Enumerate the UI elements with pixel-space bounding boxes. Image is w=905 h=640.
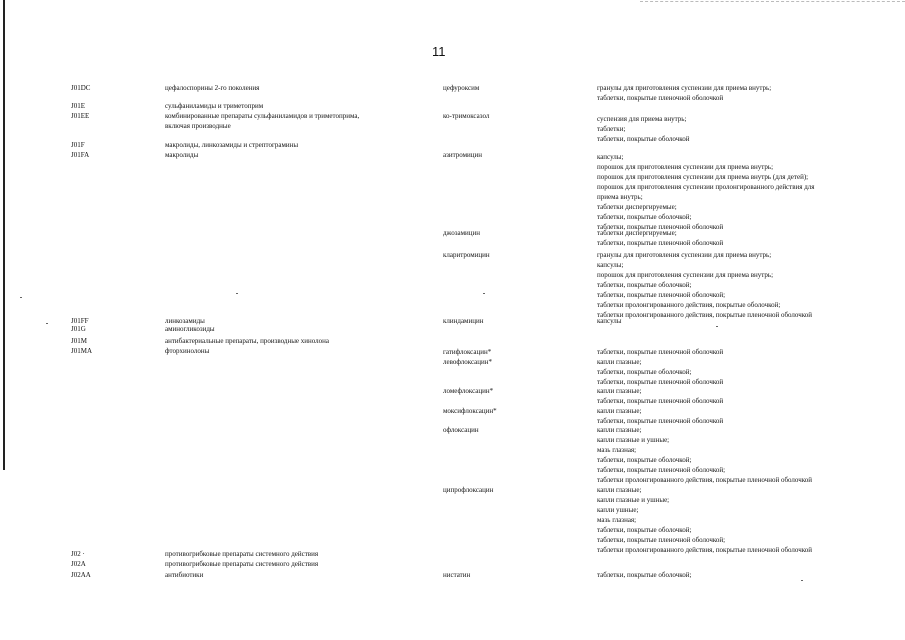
- scan-speck: [483, 293, 485, 294]
- dosage-form-item: таблетки, покрытые пленочной оболочкой: [597, 348, 724, 356]
- dosage-form-item: мазь глазная;: [597, 516, 637, 524]
- drug-name: клиндамицин: [443, 317, 484, 325]
- dosage-form-item: таблетки, покрытые пленочной оболочкой: [597, 223, 724, 231]
- atc-code: J01MA: [71, 347, 93, 355]
- dosage-forms: [597, 114, 872, 144]
- scan-speck: [801, 580, 803, 581]
- atc-code: J02A: [71, 560, 86, 568]
- group-line: включая производные: [165, 122, 231, 130]
- group-line: комбинированные препараты сульфаниламидов и триметоприма,: [165, 112, 360, 120]
- dosage-forms: [597, 83, 872, 103]
- dosage-forms: [597, 228, 872, 248]
- dosage-form-item: капсулы;: [597, 153, 624, 161]
- dosage-form-item: капли ушные;: [597, 506, 639, 514]
- atc-group-name: [165, 83, 420, 93]
- dosage-form-item: таблетки, покрытые оболочкой;: [597, 526, 692, 534]
- dosage-form-item: таблетки, покрытые пленочной оболочкой: [597, 397, 724, 405]
- group-line: цефалоспорины 2-го поколения: [165, 84, 260, 92]
- group-line: антибиотики: [165, 571, 204, 579]
- dosage-form-item: порошок для приготовления суспензии для приема внутрь;: [597, 271, 774, 279]
- group-line: аминогликозиды: [165, 325, 215, 333]
- dosage-form-item: приема внутрь;: [597, 193, 643, 201]
- atc-code: J01F: [71, 141, 85, 149]
- atc-group-name: [165, 559, 420, 569]
- dosage-form-item: капли глазные;: [597, 407, 642, 415]
- dosage-form-item: таблетки, покрытые пленочной оболочкой: [597, 378, 724, 386]
- atc-code: J01FA: [71, 151, 90, 159]
- dosage-form-item: таблетки, покрытые пленочной оболочкой: [597, 239, 724, 247]
- atc-group-name: [165, 111, 420, 131]
- dosage-form-item: таблетки пролонгированного действия, покрытые оболочкой;: [597, 301, 781, 309]
- dosage-forms: [597, 250, 872, 320]
- dosage-forms: [597, 425, 872, 485]
- dosage-forms: [597, 316, 872, 326]
- scan-speck: [716, 326, 718, 327]
- group-line: сульфаниламиды и триметоприм: [165, 102, 264, 110]
- dosage-form-item: таблетки, покрытые оболочкой;: [597, 456, 692, 464]
- dosage-form-item: капли глазные и ушные;: [597, 496, 670, 504]
- dosage-form-item: капли глазные;: [597, 486, 642, 494]
- dosage-form-item: порошок для приготовления суспензии пролонгированного действия для: [597, 183, 815, 191]
- dosage-form-item: капли глазные;: [597, 426, 642, 434]
- drug-name: азитромицин: [443, 151, 483, 159]
- drug-name: моксифлоксацин*: [443, 407, 497, 415]
- dosage-form-item: таблетки, покрытые оболочкой: [597, 135, 690, 143]
- dosage-forms: [597, 570, 872, 580]
- atc-group-name: [165, 336, 420, 346]
- dosage-form-item: капсулы;: [597, 261, 624, 269]
- drug-name: ко-тримоксазол: [443, 112, 490, 120]
- drug-name: цефуроксим: [443, 84, 480, 92]
- dosage-form-item: капли глазные и ушные;: [597, 436, 670, 444]
- dosage-form-item: капсулы: [597, 317, 622, 325]
- dosage-form-item: гранулы для приготовления суспензии для приема внутрь;: [597, 84, 772, 92]
- atc-code: J01FF: [71, 317, 89, 325]
- atc-code: J02 ·: [71, 550, 85, 558]
- drug-name: нистатин: [443, 571, 471, 579]
- group-line: фторхинолоны: [165, 347, 210, 355]
- atc-code: J01M: [71, 337, 87, 345]
- dosage-form-item: таблетки диспергируемые;: [597, 229, 677, 237]
- atc-group-name: [165, 324, 420, 334]
- dosage-form-item: таблетки, покрытые оболочкой;: [597, 571, 692, 579]
- dosage-form-item: таблетки пролонгированного действия, покрытые пленочной оболочкой: [597, 546, 813, 554]
- atc-group-name: [165, 101, 420, 111]
- drug-name: левофлоксацин*: [443, 358, 492, 366]
- drug-name: ломефлоксацин*: [443, 387, 494, 395]
- drug-name: кларитромицин: [443, 251, 490, 259]
- scan-speck: [236, 293, 238, 294]
- dosage-form-item: таблетки, покрытые пленочной оболочкой;: [597, 466, 726, 474]
- dosage-form-item: таблетки диспергируемые;: [597, 203, 677, 211]
- dosage-form-item: таблетки;: [597, 125, 626, 133]
- group-line: противогрибковые препараты системного действия: [165, 560, 319, 568]
- atc-group-name: [165, 346, 420, 356]
- dosage-forms: [597, 386, 872, 406]
- dosage-form-item: порошок для приготовления суспензии для приема внутрь;: [597, 163, 774, 171]
- atc-code: J01E: [71, 102, 85, 110]
- dosage-form-item: суспензия для приема внутрь;: [597, 115, 687, 123]
- atc-group-name: [165, 570, 420, 580]
- dosage-forms: [597, 347, 872, 357]
- dosage-form-item: таблетки, покрытые оболочкой;: [597, 281, 692, 289]
- atc-group-name: [165, 150, 420, 160]
- atc-code: J01G: [71, 325, 86, 333]
- dosage-form-item: капли глазные;: [597, 358, 642, 366]
- atc-group-name: [165, 549, 420, 559]
- dosage-form-item: мазь глазная;: [597, 446, 637, 454]
- page-number: 11: [432, 44, 446, 59]
- dosage-forms: [597, 357, 872, 387]
- group-line: линкозамиды: [165, 317, 205, 325]
- dosage-form-item: капли глазные;: [597, 387, 642, 395]
- drug-name: офлоксацин: [443, 426, 479, 434]
- dosage-forms: [597, 406, 872, 426]
- dosage-form-item: таблетки пролонгированного действия, покрытые пленочной оболочкой: [597, 476, 813, 484]
- dosage-form-item: гранулы для приготовления суспензии для приема внутрь;: [597, 251, 772, 259]
- dosage-form-item: порошок для приготовления суспензии для приема внутрь (для детей);: [597, 173, 809, 181]
- atc-code: J02AA: [71, 571, 91, 579]
- group-line: противогрибковые препараты системного действия: [165, 550, 319, 558]
- dosage-form-item: таблетки, покрытые пленочной оболочкой;: [597, 536, 726, 544]
- atc-code: J01DC: [71, 84, 91, 92]
- drug-name: ципрофлоксацин: [443, 486, 494, 494]
- dosage-form-item: таблетки, покрытые пленочной оболочкой: [597, 417, 724, 425]
- atc-group-name: [165, 140, 420, 150]
- dosage-forms: [597, 152, 872, 232]
- dosage-form-item: таблетки пролонгированного действия, покрытые пленочной оболочкой: [597, 311, 813, 319]
- drug-name: джозамицин: [443, 229, 481, 237]
- scan-speck: [46, 323, 48, 324]
- scan-speck: [20, 297, 22, 298]
- dosage-form-item: таблетки, покрытые оболочкой;: [597, 213, 692, 221]
- dosage-form-item: таблетки, покрытые пленочной оболочкой;: [597, 291, 726, 299]
- dosage-form-item: таблетки, покрытые пленочной оболочкой: [597, 94, 724, 102]
- atc-code: J01EE: [71, 112, 90, 120]
- dosage-form-item: таблетки, покрытые оболочкой;: [597, 368, 692, 376]
- dosage-forms: [597, 485, 872, 555]
- drug-name: гатифлоксацин*: [443, 348, 492, 356]
- group-line: макролиды, линкозамиды и стрептограмины: [165, 141, 299, 149]
- group-line: антибактериальные препараты, производные хинолона: [165, 337, 330, 345]
- group-line: макролиды: [165, 151, 199, 159]
